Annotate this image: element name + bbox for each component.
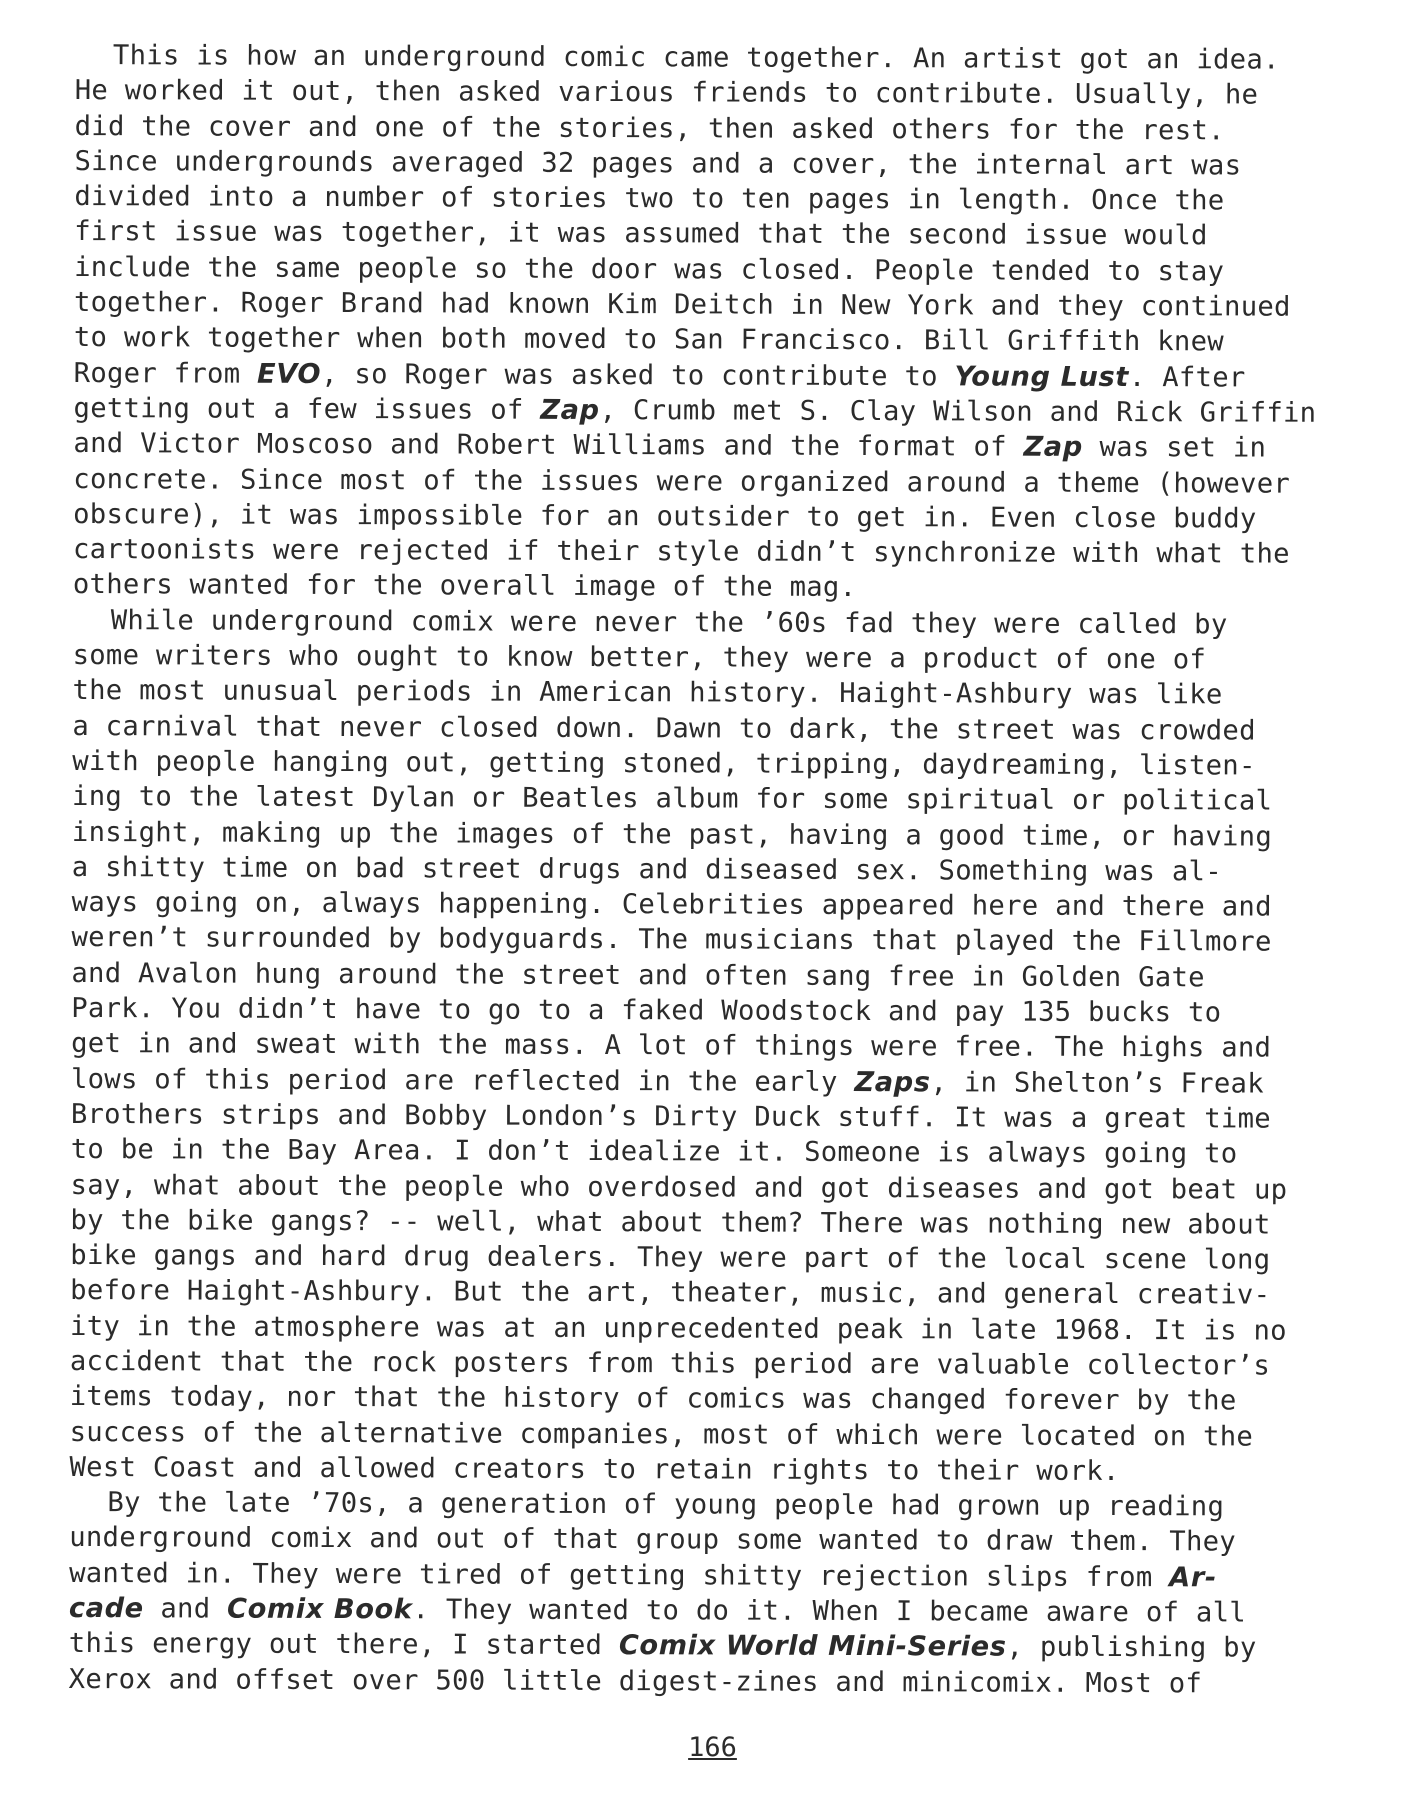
- text-run: wanted in. They were tired of getting shitty rejection slips from: [69, 1557, 1170, 1593]
- text-run: This is how an underground comic came together. An artist got an idea.: [112, 40, 1280, 76]
- text-line: [73, 603, 1323, 643]
- title-italic: Comix World Mini-Series: [618, 1630, 1007, 1663]
- text-run: and: [143, 1593, 228, 1625]
- text-run: a carnival that never closed down. Dawn to dark, the street was crowded: [72, 710, 1256, 747]
- text-line: [69, 1591, 1319, 1631]
- text-line: [73, 426, 1323, 466]
- text-run: . After: [1128, 361, 1246, 394]
- text-line: [72, 673, 1322, 713]
- text-line: [71, 956, 1321, 996]
- text-run: this energy out there, I started: [68, 1628, 619, 1662]
- text-run: By the late ’70s, a generation of young people had grown up reading: [107, 1487, 1225, 1523]
- text-line: [72, 885, 1322, 925]
- text-line: [71, 991, 1321, 1031]
- text-line: [70, 1238, 1320, 1278]
- text-line: [71, 1167, 1321, 1207]
- text-line: [71, 920, 1321, 960]
- text-run: ways going on, always happening. Celebrities appeared here and there and: [71, 887, 1272, 923]
- text-run: and Avalon hung around the street and often sang free in Golden Gate: [71, 957, 1205, 994]
- text-line: [74, 320, 1324, 360]
- text-run: ing to the latest Dylan or Beatles album for some spiritual or political: [72, 781, 1273, 817]
- title-italic: Zap: [540, 394, 600, 426]
- text-line: [70, 1344, 1320, 1384]
- text-line: [73, 497, 1323, 537]
- text-line: [69, 1556, 1319, 1596]
- text-run: the most unusual periods in American history. Haight-Ashbury was like: [72, 675, 1223, 711]
- text-run: a shitty time on bad street drugs and diseased sex. Something was al-: [71, 851, 1222, 888]
- text-line: [72, 850, 1322, 890]
- text-line: [72, 709, 1322, 749]
- text-run: , in Shelton’s Freak: [930, 1066, 1264, 1100]
- text-run: West Coast and allowed creators to retain rights to their work.: [69, 1451, 1120, 1487]
- text-run: , so Roger was asked to contribute to: [321, 358, 955, 393]
- text-run: obscure), it was impossible for an outsider to get in. Even close buddy: [73, 498, 1257, 535]
- text-run: lows of this period are reflected in the early: [70, 1063, 855, 1098]
- text-line: [73, 532, 1323, 572]
- text-line: [74, 144, 1324, 184]
- text-line: [74, 285, 1324, 325]
- text-line: [71, 1026, 1321, 1066]
- text-run: weren’t surrounded by bodyguards. The musicians that played the Fillmore: [71, 922, 1272, 959]
- title-italic: EVO: [257, 358, 322, 390]
- text-run: before Haight-Ashbury. But the art, theater, music, and general creativ-: [70, 1275, 1271, 1311]
- text-run: insight, making up the images of the past, having a good time, or having: [71, 816, 1273, 853]
- text-line: [69, 1626, 1319, 1666]
- text-run: Brothers strips and Bobby London’s Dirty Duck stuff. It was a great time: [70, 1098, 1272, 1135]
- text-run: items today, nor that the history of comics was changed forever by the: [69, 1381, 1237, 1417]
- text-run: with people hanging out, getting stoned, tripping, daydreaming, listen-: [72, 745, 1256, 782]
- text-run: Park. You didn’t have to go to a faked Woodstock and pay 135 bucks to: [71, 993, 1222, 1029]
- text-line: [72, 815, 1322, 855]
- body-text: [69, 38, 1325, 1702]
- text-run: others wanted for the overall image of the mag.: [72, 569, 857, 604]
- text-line: [73, 638, 1323, 678]
- text-line: [72, 779, 1322, 819]
- text-run: success of the alternative companies, most of which were located on the: [69, 1416, 1254, 1453]
- text-line: [74, 356, 1324, 396]
- text-run: bike gangs and hard drug dealers. They were part of the local scene long: [70, 1240, 1271, 1276]
- text-run: Roger from: [73, 357, 258, 390]
- text-run: . They wanted to do it. When I became aware of all: [412, 1594, 1247, 1629]
- text-line: [69, 1485, 1319, 1525]
- text-run: , publishing by: [1006, 1631, 1257, 1664]
- page-number: 166: [688, 1732, 737, 1763]
- text-line: [71, 1062, 1321, 1102]
- title-italic: cade: [68, 1593, 144, 1625]
- text-line: [70, 1415, 1320, 1455]
- text-line: [69, 1520, 1319, 1560]
- text-run: to be in the Bay Area. I don’t idealize it. Someone is always going to: [70, 1134, 1238, 1170]
- text-run: some writers who ought to know better, they were a product of one of: [72, 640, 1207, 676]
- text-line: [69, 1662, 1319, 1702]
- text-line: [74, 214, 1324, 254]
- text-line: [70, 1203, 1320, 1243]
- text-run: , Crumb met S. Clay Wilson and Rick Griffin: [599, 394, 1317, 429]
- text-run: He worked it out, then asked various friends to contribute. Usually, he: [74, 75, 1259, 111]
- text-run: Xerox and offset over 500 little digest-zines and minicomix. Most of: [68, 1663, 1203, 1699]
- text-line: [75, 38, 1325, 78]
- text-run: was set in: [1082, 432, 1267, 464]
- text-run: first issue was together, it was assumed that the second issue would: [74, 216, 1208, 252]
- text-line: [72, 744, 1322, 784]
- text-run: include the same people so the door was closed. People tended to stay: [74, 251, 1225, 288]
- text-run: accident that the rock posters from this period are valuable collector’s: [69, 1345, 1271, 1382]
- text-run: to work together when both moved to San Francisco. Bill Griffith knew: [73, 322, 1225, 358]
- text-line: [74, 250, 1324, 290]
- text-line: [73, 462, 1323, 502]
- text-line: [70, 1379, 1320, 1419]
- text-run: concrete. Since most of the issues were organized around a theme (however: [73, 463, 1291, 500]
- text-line: [69, 1450, 1319, 1490]
- text-line: [74, 391, 1324, 431]
- title-italic: Zap: [1023, 431, 1083, 464]
- text-line: [70, 1273, 1320, 1313]
- text-line: [73, 567, 1323, 607]
- title-italic: Comix Book: [227, 1593, 413, 1626]
- text-run: by the bike gangs? -- well, what about them? There was nothing new about: [70, 1204, 1271, 1241]
- text-run: did the cover and one of the stories, then asked others for the rest.: [74, 110, 1225, 147]
- text-run: getting out a few issues of: [73, 392, 541, 426]
- text-line: [70, 1309, 1320, 1349]
- text-line: [75, 109, 1325, 149]
- text-line: [74, 179, 1324, 219]
- text-run: Since undergrounds averaged 32 pages and a cover, the internal art was: [74, 145, 1242, 182]
- text-run: say, what about the people who overdosed and got diseases and got beat up: [70, 1169, 1288, 1206]
- text-line: [75, 73, 1325, 113]
- text-run: underground comix and out of that group some wanted to draw them. They: [69, 1522, 1237, 1558]
- text-run: divided into a number of stories two to ten pages in length. Once the: [74, 181, 1225, 217]
- title-italic: Young Lust: [954, 361, 1129, 393]
- text-run: get in and sweat with the mass. A lot of things were free. The highs and: [71, 1028, 1272, 1064]
- text-run: cartoonists were rejected if their style didn’t synchronize with what the: [72, 534, 1290, 570]
- text-run: and Victor Moscoso and Robert Williams and the format of: [73, 428, 1024, 463]
- text-line: [71, 1132, 1321, 1172]
- title-italic: Zaps: [854, 1066, 931, 1098]
- title-italic: Ar-: [1169, 1561, 1217, 1594]
- text-line: [71, 1097, 1321, 1137]
- text-run: together. Roger Brand had known Kim Deitch in New York and they continued: [73, 287, 1291, 323]
- text-run: While underground comix were never the ’60s fad they were called by: [110, 604, 1228, 641]
- text-run: ity in the atmosphere was at an unprecedented peak in late 1968. It is no: [69, 1310, 1287, 1347]
